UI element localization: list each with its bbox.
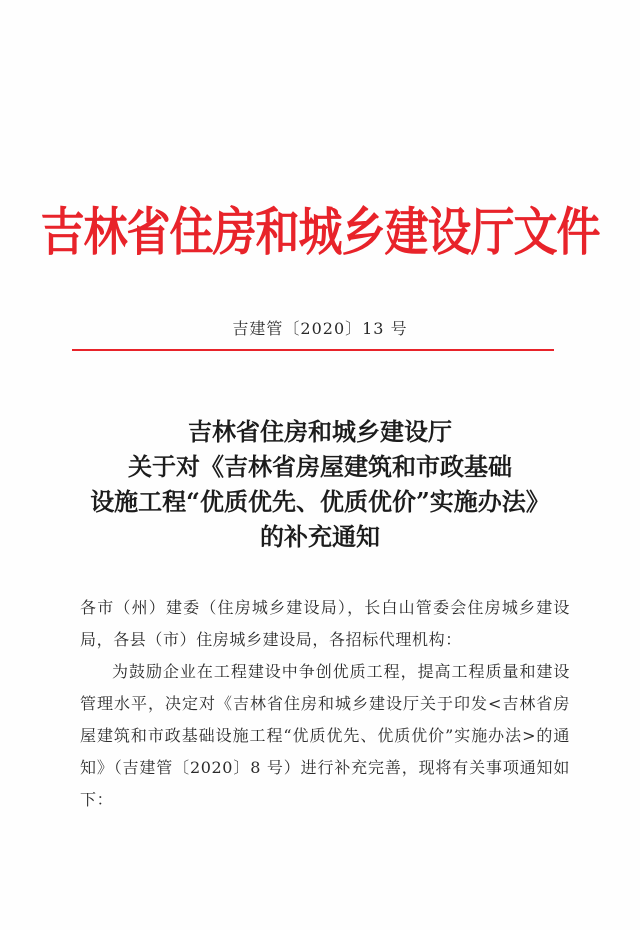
document-number: 吉建管〔2020〕13 号 [232,319,408,338]
body-paragraph-1: 为鼓励企业在工程建设中争创优质工程，提高工程质量和建设管理水平，决定对《吉林省住房和城乡建设厅关于印发<吉林省房屋建筑和市政基础设施工程“优质优先、优质优价”实施办法>的通知》（吉建管〔2020〕8 号）进行补充完善，现将有关事项通知如下： [80,662,570,809]
document-masthead: 吉林省住房和城乡建设厅文件 [40,202,600,263]
title-line-3: 设施工程“优质优先、优质优价”实施办法》 [90,487,550,516]
document-body [80,592,570,816]
red-separator-line [72,349,554,351]
title-line-2: 关于对《吉林省房屋建筑和市政基础 [128,452,512,481]
addressee-paragraph: 各市（州）建委（住房城乡建设局），长白山管委会住房城乡建设局，各县（市）住房城乡建设局，各招标代理机构： [80,598,570,649]
document-title [0,414,640,554]
title-line-4: 的补充通知 [260,522,380,551]
title-line-1: 吉林省住房和城乡建设厅 [188,417,452,446]
